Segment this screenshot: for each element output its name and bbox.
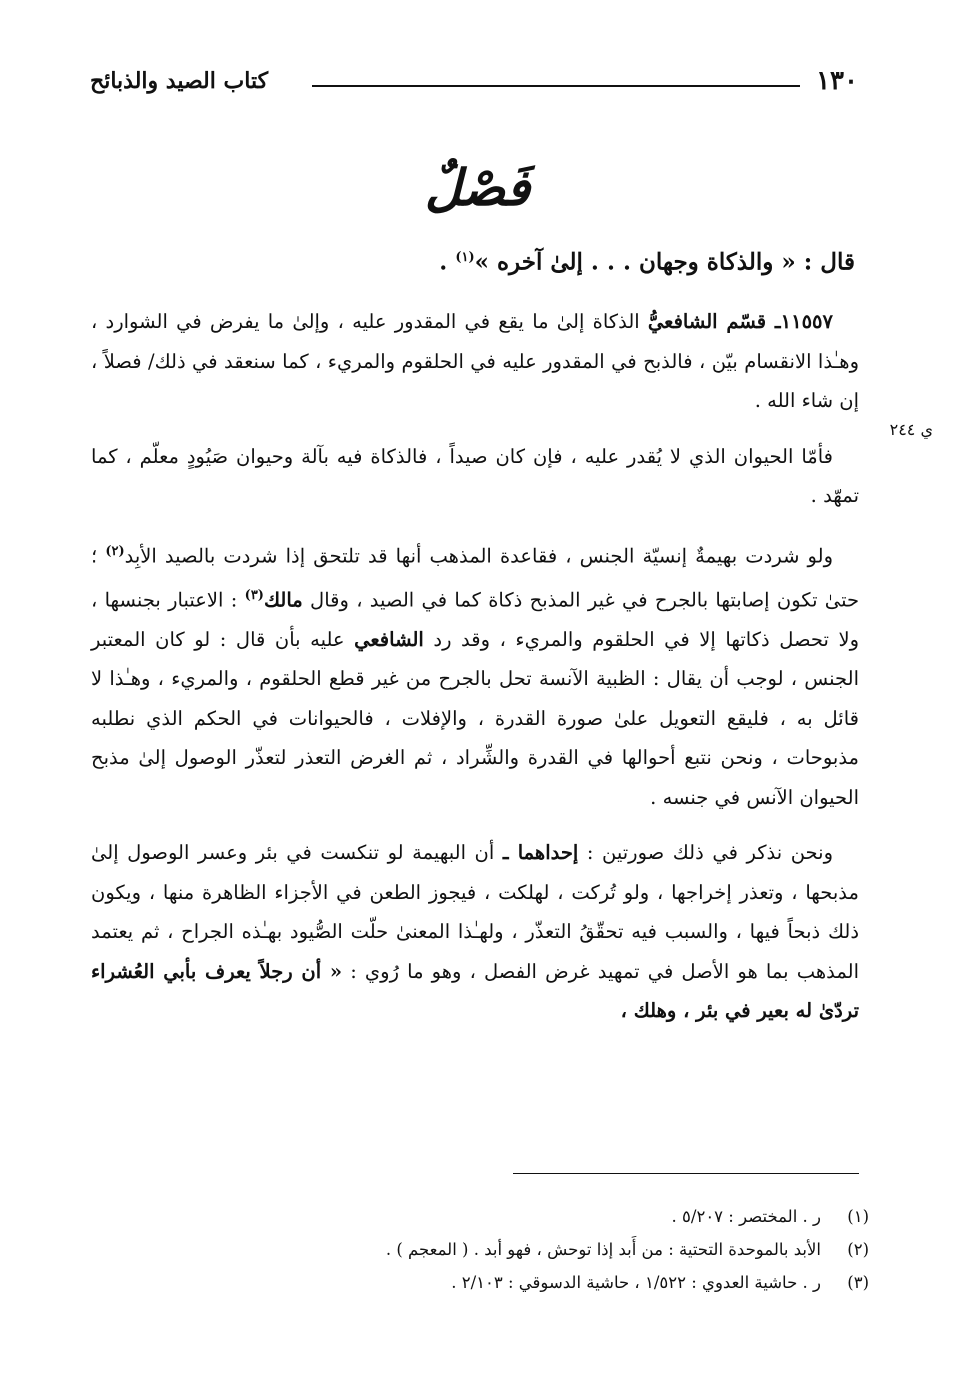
footnote-text: ر . المختصر : ٥/٢٠٧ . (671, 1207, 821, 1226)
section-heading: فَصْلٌ (424, 158, 531, 217)
text-run: الذكاة إلىٰ ما يقع في المقدور عليه ، وإلىٰ ما يفرض في الشوارد ، وهـٰذا الانقسام بيّن ، فالذبح في المقدور عليه في الحلقوم والمريء ، كما سنعقد في ذلك/ فصلاً ، إن شاء الله . (91, 310, 859, 412)
bold-text: الشافعيُّ (647, 310, 718, 333)
footnote-number: (١) (847, 1207, 869, 1226)
bold-text: الشافعي (354, 627, 424, 651)
text-run: ولو شردت بهيمةٌ إنسيّة الجنس ، فقاعدة المذهب أنها قد تلتحق إذا شردت بالصيد الأبِد (124, 544, 833, 567)
margin-manuscript-note: ي ٢٤٤ (889, 420, 933, 439)
footnote-ref: (٢) (105, 543, 125, 559)
footnote (79, 1200, 869, 1233)
text-run: أن البهيمة لو تنكست في بئر وعسر الوصول إلىٰ مذبحها ، وتعذر إخراجها ، ولو تُركت ، لهلكت ، فيجوز الطعن في الأجزاء الظاهرة منها ، ويكون ذلك ذبحاً فيها ، والسبب فيه تحقّقُ التعذّر ، ولهـٰذا المعنىٰ حلّت الصُّيود بهـٰذه الجراح ، ثم يعتمد المذهب بما هو الأصل في تمهيد غرض الفصل ، وهو ما رُوي : (91, 841, 859, 983)
footnote-ref: (٣) (244, 587, 264, 603)
paragraph (91, 532, 859, 818)
body-text (91, 302, 859, 1047)
quoted-text-tail: . (439, 248, 456, 276)
text-run: عليه بأن قال : لو كان المعتبر الجنس ، لوجب أن يقال : الظبية الآنسة تحل بالجرح من غير قطع الحلقوم ، والمريء ، وهـٰذا لا قائل به ، فليقع التعويل علىٰ صورة القدرة ، والإفلات ، فالحيوانات في الحكم الذي نطلبه مذبوحات ، ونحن نتبع أحوالها في القدرة والشِّراد ، ثم الغرض التعذر لتعذّر الوصول إلىٰ مذبح الحيوان الآنس في جنسه . (91, 627, 859, 809)
page-number: ١٣٠ (816, 66, 858, 96)
footnote-text: الأبد بالموحدة التحتية : من أَبد إذا توحش ، فهو أبد . ( المعجم ) . (385, 1240, 821, 1259)
running-header (90, 66, 858, 106)
footnote-text: ر . حاشية العدوي : ١/٥٢٢ ، حاشية الدسوقي : ٢/١٠٣ . (451, 1273, 821, 1292)
bold-text: إحداهما ـ (502, 841, 579, 864)
quoted-text-line (95, 238, 855, 283)
text-run: ؛ حتىٰ تكون إصابتها بالجرح في غير المذبح ذكاة كما في الصيد ، وقال (91, 544, 860, 611)
footnote (79, 1233, 869, 1266)
footnote-separator (513, 1173, 859, 1174)
book-title: كتاب الصيد والذبائح (90, 68, 269, 94)
paragraph (91, 437, 859, 516)
footnote-number: (٣) (847, 1273, 869, 1292)
bold-text: مالك (263, 588, 303, 611)
bold-text: « أن رجلاً يعرف بأبي العُشراء تردّىٰ له بعير في بئر ، وهلك ، (91, 959, 859, 1022)
header-rule (312, 85, 800, 87)
paragraph (91, 302, 859, 421)
text-run: : الاعتبار بجنسها ، ولا تحصل ذكاتها إلا في الحلقوم والمريء ، وقد رد (91, 588, 860, 651)
footnote-number: (٢) (847, 1240, 869, 1259)
bold-text: ١١٥٥٧ـ قسّم (717, 310, 833, 333)
paragraph (91, 833, 859, 1031)
text-run: ونحن نذكر في ذلك صورتين : (578, 841, 833, 864)
footnote-ref: (١) (455, 250, 475, 265)
text-run: فأمّا الحيوان الذي لا يُقدر عليه ، فإن كان صيداً ، فالذكاة فيه بآلة وحيوان صَيُودٍ معلّم ، كما تمهّد . (91, 444, 859, 507)
footnotes (79, 1200, 869, 1299)
quoted-text: قال : « والذكاة وجهان . . . إلىٰ آخره » (474, 248, 855, 276)
footnote (79, 1266, 869, 1299)
